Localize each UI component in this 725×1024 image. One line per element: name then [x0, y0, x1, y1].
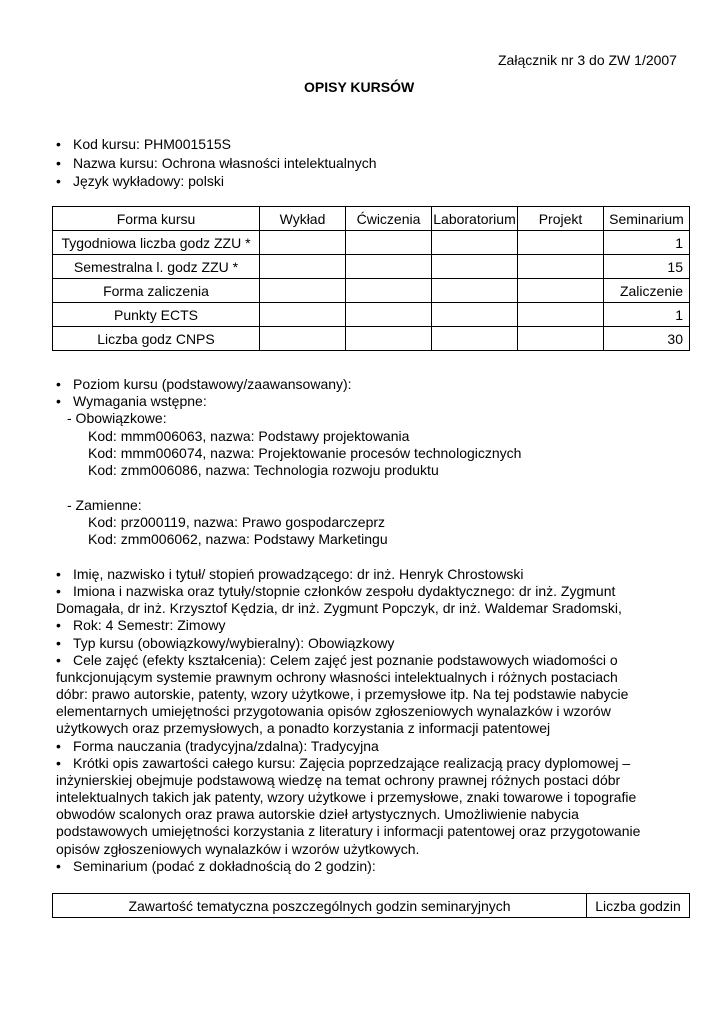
goals-line: użytkowych oraz przemysłowych, a ponadto korzystania z informacji patentowej [56, 720, 551, 736]
prereq-alternative-item: Kod: zmm006062, nazwa: Podstawy Marketingu [88, 531, 388, 547]
seminar-table [52, 893, 690, 918]
prereq-mandatory-item: Kod: mmm006074, nazwa: Projektowanie procesów technologicznych [88, 445, 522, 461]
course-name: • Nazwa kursu: Ochrona własności intelektualnych [73, 155, 376, 172]
table-row [53, 303, 690, 327]
prereq-title: • Wymagania wstępne: [73, 393, 207, 410]
summary-line: intelektualnych takich jak patenty, wzory użytkowe i przemysłowe, znaki towarowe i topografie [56, 789, 637, 805]
seminarium-value: 1 [604, 231, 690, 255]
header-forma-kursu: Forma kursu [53, 207, 260, 231]
course-code: • Kod kursu: PHM001515S [73, 136, 231, 153]
seminar-table-header-row [53, 894, 690, 918]
course-language: • Język wykładowy: polski [73, 173, 224, 190]
header-projekt: Projekt [518, 207, 604, 231]
attachment-note: Załącznik nr 3 do ZW 1/2007 [498, 52, 677, 68]
seminarium-value: 1 [604, 303, 690, 327]
prereq-alternative-item: Kod: prz000119, nazwa: Prawo gospodarczeprz [88, 514, 386, 530]
header-laboratorium: Laboratorium [432, 207, 518, 231]
course-level: • Poziom kursu (podstawowy/zaawansowany): [73, 376, 352, 393]
lecturer: • Imię, nazwisko i tytuł/ stopień prowadzącego: dr inż. Henryk Chrostowski [73, 566, 524, 583]
row-label: Semestralna l. godz ZZU * [53, 255, 260, 279]
seminar-content-header: Zawartość tematyczna poszczególnych godzin seminaryjnych [53, 894, 587, 918]
goals-line: funkcjonującym systemie prawnym ochrony własności intelektualnych i różnych postaciach [56, 669, 618, 685]
goals-line: elementarnych umiejętności przygotowania opisów zgłoszeniowych wynalazków i wzorów [56, 703, 611, 719]
prereq-mandatory-label: - Obowiązkowe: [67, 410, 167, 426]
team-line-1: • Imiona i nazwiska oraz tytuły/stopnie członków zespołu dydaktycznego: dr inż. Zygmunt [73, 583, 615, 600]
prereq-alternative-label: - Zamienne: [67, 497, 142, 513]
course-type: • Typ kursu (obowiązkowy/wybieralny): Obowiązkowy [73, 635, 394, 652]
course-form-table [52, 206, 690, 351]
prereq-mandatory-item: Kod: zmm006086, nazwa: Technologia rozwoju produktu [88, 462, 439, 478]
row-label: Punkty ECTS [53, 303, 260, 327]
summary-line: • Krótki opis zawartości całego kursu: Zajęcia poprzedzające realizacją pracy dyplomowej – [73, 755, 630, 772]
summary-line: inżynierskiej obejmuje podstawową wiedzę na temat ochrony prawnej różnych postaci dóbr [56, 772, 621, 788]
team-line-2: Domagała, dr inż. Krzysztof Kędzia, dr inż. Zygmunt Popczyk, dr inż. Waldemar Sradomski, [56, 600, 622, 616]
goals-line: • Cele zajęć (efekty kształcenia): Celem zajęć jest poznanie podstawowych wiadomości o [73, 652, 618, 669]
row-label: Tygodniowa liczba godz ZZU * [53, 231, 260, 255]
header-seminarium: Seminarium [604, 207, 690, 231]
seminarium-value: 15 [604, 255, 690, 279]
seminar-heading: • Seminarium (podać z dokładnością do 2 godzin): [73, 858, 376, 875]
header-cwiczenia: Ćwiczenia [346, 207, 432, 231]
table-row [53, 231, 690, 255]
summary-line: obwodów scalonych oraz prawa autorskie dzieł artystycznych. Umożliwienie nabycia [56, 806, 579, 822]
page-title: OPISY KURSÓW [304, 79, 415, 95]
row-label: Liczba godz CNPS [53, 327, 260, 351]
table-row [53, 279, 690, 303]
summary-line: opisów zgłoszeniowych wynalazków i wzorów użytkowych. [56, 841, 420, 857]
prereq-mandatory-item: Kod: mmm006063, nazwa: Podstawy projektowania [88, 428, 410, 444]
year-semester: • Rok: 4 Semestr: Zimowy [73, 617, 225, 634]
seminarium-value: 30 [604, 327, 690, 351]
table-header-row [53, 207, 690, 231]
seminar-hours-header: Liczba godzin [587, 894, 690, 918]
table-row [53, 255, 690, 279]
table-row [53, 327, 690, 351]
teaching-form: • Forma nauczania (tradycyjna/zdalna): Tradycyjna [73, 738, 379, 755]
summary-line: podstawowych umiejętności korzystania z literatury i informacji patentowej oraz przygotowanie [56, 823, 641, 839]
row-label: Forma zaliczenia [53, 279, 260, 303]
header-wyklad: Wykład [260, 207, 346, 231]
goals-line: dóbr: prawo autorskie, patenty, wzory użytkowe, i przemysłowe itp. Na tej podstawie nabycie [56, 686, 629, 702]
seminarium-value: Zaliczenie [604, 279, 690, 303]
